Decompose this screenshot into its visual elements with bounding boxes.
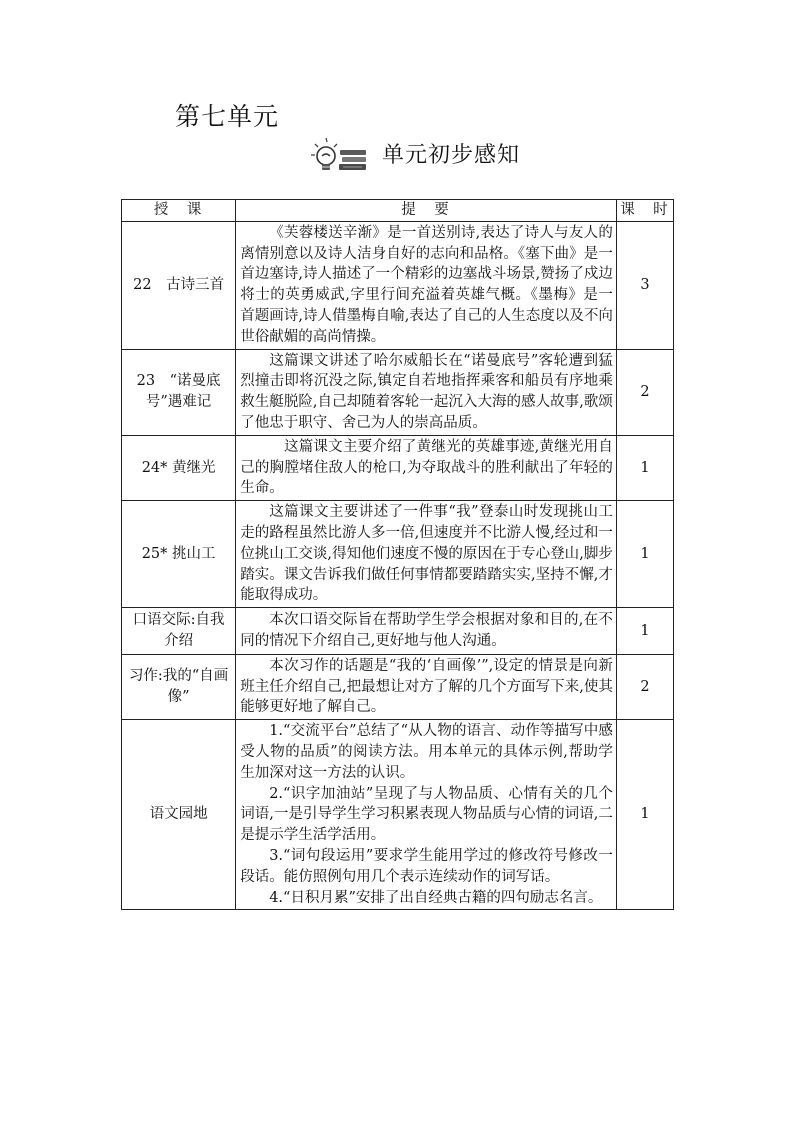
summary-paragraph: 这篇课文主要讲述了一件事“我”登泰山时发现挑山工走的路程虽然比游人多一倍,但速度并不比游人慢,经过和一位挑山工交谈,得知他们速度不慢的原因在于专心登山,脚步踏实。课文告诉我们做任何事情都要踏踏实实,坚持不懈,才能取得成功。 [240, 504, 613, 604]
lesson-cell: 习作:我的“自画像” [122, 654, 236, 719]
header-hours: 课 时 [616, 200, 673, 222]
summary-cell [236, 221, 617, 349]
lesson-cell: 口语交际:自我介绍 [122, 608, 236, 655]
section-title: 单元初步感知 [382, 143, 521, 168]
hours-cell: 1 [616, 435, 673, 500]
table-row [122, 720, 674, 910]
header-summary: 提 要 [236, 200, 617, 222]
summary-paragraph: 4.“日积月累”安排了出自经典古籍的四句励志名言。 [269, 889, 603, 906]
unit-plan-table [121, 199, 674, 910]
summary-cell [236, 435, 617, 500]
hours-cell: 3 [616, 221, 673, 349]
summary-paragraph: 本次口语交际旨在帮助学生学会根据对象和目的,在不同的情况下介绍自己,更好地与他人沟通。 [240, 612, 613, 649]
lesson-cell: 24* 黄继光 [122, 435, 236, 500]
summary-cell [236, 501, 617, 608]
table-row [122, 608, 674, 655]
summary-cell [236, 654, 617, 719]
summary-paragraph: 2.“识字加油站”呈现了与人物品质、心情有关的几个词语,一是引导学生学习积累表现人物品质与心情的词语,二是提示学生活学活用。 [240, 785, 613, 844]
table-header-row [122, 200, 674, 222]
summary-cell [236, 608, 617, 655]
hours-cell: 2 [616, 654, 673, 719]
summary-paragraph: 3.“词句段运用”要求学生能用学过的修改符号修改一段话。能仿照例句用几个表示连续动作的词写话。 [240, 847, 613, 885]
section-header [306, 136, 520, 176]
lesson-cell: 语文园地 [122, 720, 236, 910]
summary-paragraph: 本次习作的话题是“我的‘自画像’”,设定的情景是向新班主任介绍自己,把最想让对方了解的几个方面写下来,使其能够更好地了解自己。 [240, 657, 613, 716]
summary-paragraph: 这篇课文主要介绍了黄继光的英雄事迹,黄继光用自己的胸膛堵住敌人的枪口,为夺取战斗的胜利献出了年轻的生命。 [240, 438, 613, 497]
summary-cell [236, 349, 617, 435]
summary-paragraph: 这篇课文讲述了哈尔威船长在“诺曼底号”客轮遭到猛烈撞击即将沉没之际,镇定自若地指挥乘客和船员有序地乘救生艇脱险,自己却随着客轮一起沉入大海的感人故事,歌颂了他忠于职守、舍己为人的崇高品质。 [240, 352, 613, 431]
hours-cell: 1 [616, 720, 673, 910]
table-row [122, 435, 674, 500]
lesson-cell: 22 古诗三首 [122, 221, 236, 349]
lesson-cell: 25* 挑山工 [122, 501, 236, 608]
table-row [122, 501, 674, 608]
table-row [122, 221, 674, 349]
summary-paragraph: 1.“交流平台”总结了“从人物的语言、动作等描写中感受人物的品质”的阅读方法。用本单元的具体示例,帮助学生加深对这一方法的认识。 [240, 723, 613, 781]
lightbulb-books-icon [306, 136, 370, 176]
hours-cell: 2 [616, 349, 673, 435]
unit-title: 第七单元 [175, 102, 280, 131]
hours-cell: 1 [616, 608, 673, 655]
table-row [122, 654, 674, 719]
summary-paragraph: 《芙蓉楼送辛渐》是一首送别诗,表达了诗人与友人的离情别意以及诗人洁身自好的志向和品格。《塞下曲》是一首边塞诗,诗人描述了一个精彩的边塞战斗场景,赞扬了戍边将士的英勇威武,字里行间充溢着英雄气概。《墨梅》是一首题画诗,诗人借墨梅自喻,表达了自己的人生态度以及不向世俗献媚的高尚情操。 [240, 224, 613, 345]
table-row [122, 349, 674, 435]
header-lesson: 授 课 [122, 200, 236, 222]
lesson-cell: 23 “诺曼底号”遇难记 [122, 349, 236, 435]
hours-cell: 1 [616, 501, 673, 608]
summary-cell [236, 720, 617, 910]
